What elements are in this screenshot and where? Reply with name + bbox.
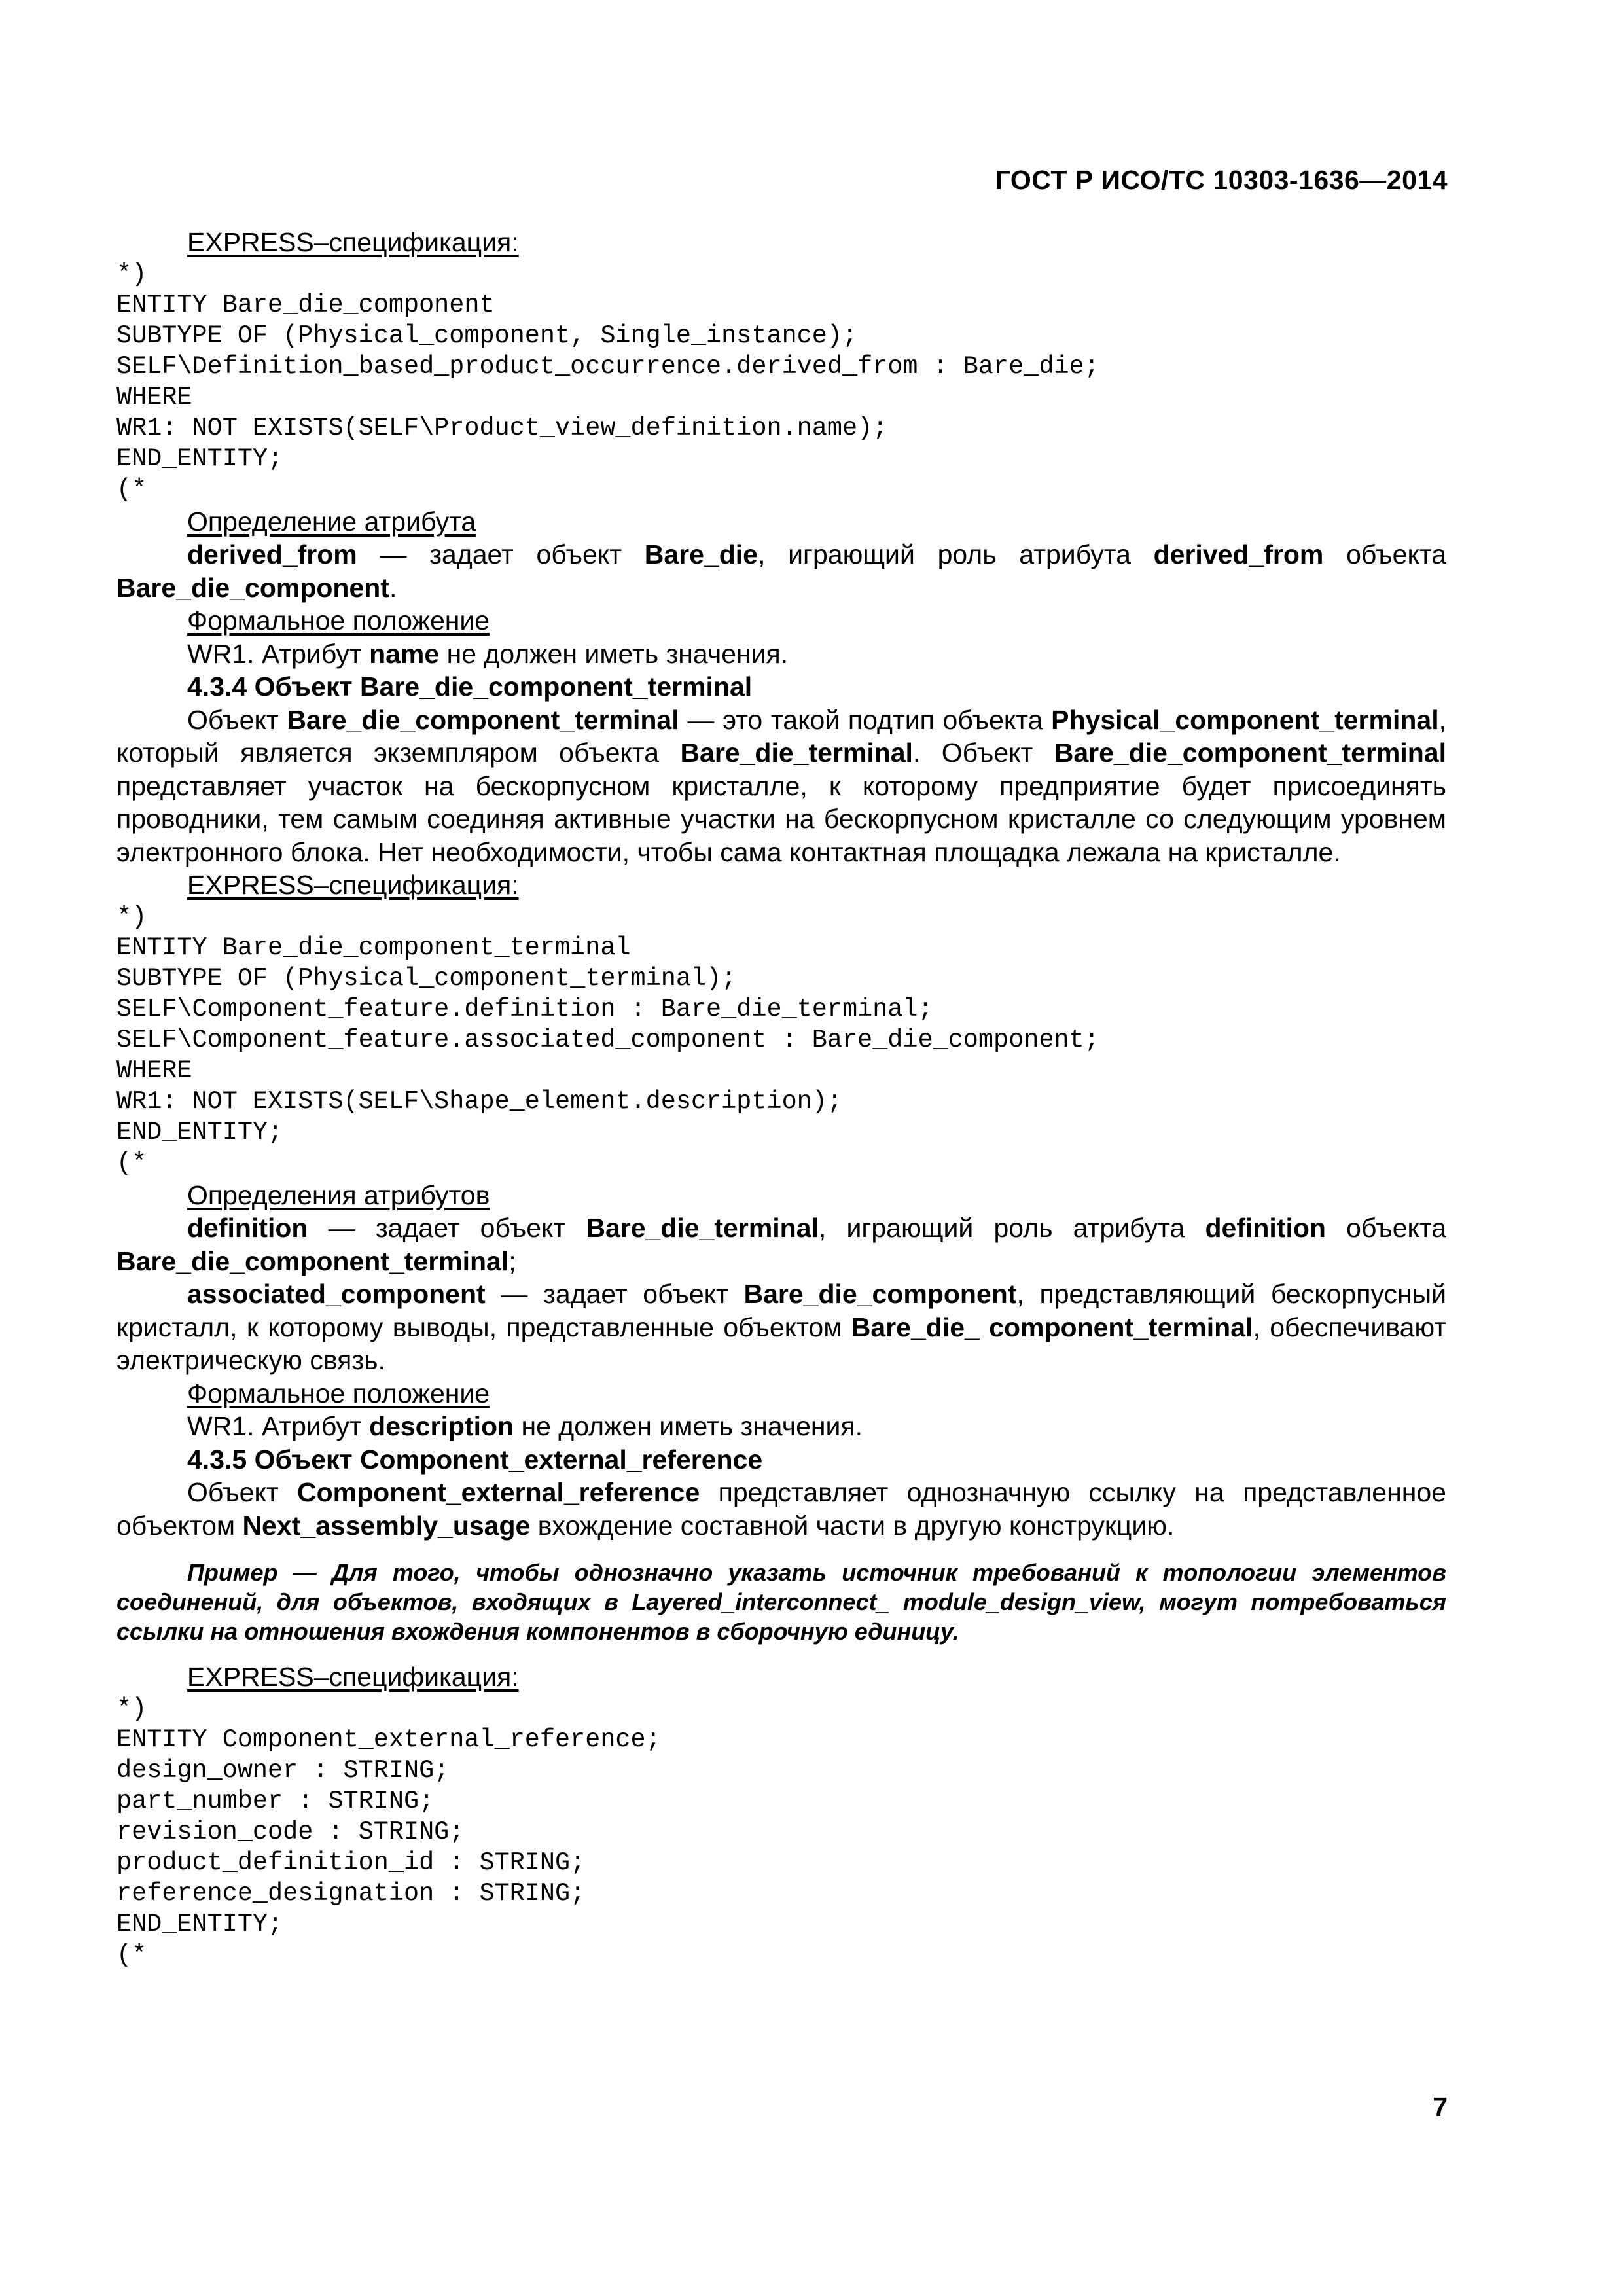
express-spec-label	[116, 1660, 1446, 1694]
text-run: не должен иметь значения.	[514, 1411, 863, 1441]
entity-ref: Next_assembly_usage	[242, 1510, 531, 1541]
code-line: revision_code : STRING;	[116, 1817, 465, 1846]
code-line: ENTITY Component_external_reference;	[116, 1725, 661, 1754]
code-line: WR1: NOT EXISTS(SELF\Shape_element.description);	[116, 1086, 842, 1116]
code-line: WR1: NOT EXISTS(SELF\Product_view_definition.name);	[116, 413, 888, 442]
entity-ref: Bare_die_terminal	[680, 738, 913, 768]
code-line: END_ENTITY;	[116, 444, 283, 473]
text-run: , обеспечивают электрическую связь.	[116, 1312, 1446, 1375]
text-run: , играющий роль атрибута	[757, 539, 1154, 569]
attr-ref: name	[369, 638, 440, 669]
page-body	[116, 226, 1446, 1971]
attr-name: associated_component	[187, 1279, 486, 1309]
attr-name: derived_from	[187, 539, 357, 569]
code-line: ENTITY Bare_die_component_terminal	[116, 933, 631, 962]
attribute-definition-paragraph	[116, 1211, 1446, 1278]
example-note: Пример — Для того, чтобы однозначно указать источник требований к топологии элементов соединений, для объектов, входящих в Layered_interconnect_ module_design_view, могут потребоваться ссылки на отношения вхождения компонентов в сборочную единицу.	[116, 1559, 1446, 1645]
express-code-block	[116, 1694, 1446, 1971]
code-line: ENTITY Bare_die_component	[116, 290, 495, 319]
entity-ref: Component_external_reference	[297, 1477, 700, 1507]
formal-proposition-label	[116, 1377, 1446, 1410]
express-spec-label	[116, 869, 1446, 902]
text-run: объекта	[1323, 539, 1446, 569]
express-code-block	[116, 902, 1446, 1179]
express-spec-label-text: EXPRESS–спецификация:	[187, 227, 519, 257]
text-run: — задает объект	[357, 539, 645, 569]
code-line: WHERE	[116, 382, 192, 412]
text-run: .	[389, 572, 397, 603]
entity-ref: Bare_die	[644, 539, 758, 569]
entity-ref: Bare_die_component	[116, 572, 389, 603]
text-run: WR1. Атрибут	[187, 638, 370, 669]
text-run: ;	[508, 1246, 516, 1276]
entity-ref: Bare_die_ component_terminal	[851, 1312, 1253, 1342]
text-run: представляет однозначную ссылку на представленное объектом	[116, 1477, 1446, 1541]
code-line: WHERE	[116, 1056, 192, 1085]
code-line: SUBTYPE OF (Physical_component, Single_instance);	[116, 321, 858, 350]
express-code-block	[116, 259, 1446, 505]
text-run: — это такой подтип объекта	[679, 704, 1052, 735]
attribute-definition-paragraph	[116, 1278, 1446, 1377]
text-run: , представляющий бескорпусный кристалл, к которому выводы, представленные объектом	[116, 1279, 1446, 1342]
entity-ref: Physical_component_terminal	[1051, 704, 1439, 735]
entity-ref: Bare_die_component_terminal	[1054, 738, 1446, 768]
attribute-definition-paragraph	[116, 538, 1446, 604]
attribute-definitions-label-text: Определения атрибутов	[187, 1179, 490, 1210]
section-heading: 4.3.5 Объект Component_external_reference	[187, 1444, 763, 1475]
code-line: part_number : STRING;	[116, 1786, 435, 1816]
code-line: *)	[116, 1694, 147, 1723]
entity-ref: Bare_die_component	[743, 1279, 1017, 1309]
code-line: SELF\Component_feature.associated_component : Bare_die_component;	[116, 1025, 1099, 1054]
attribute-definition-label-text: Определение атрибута	[187, 506, 476, 537]
code-line: SUBTYPE OF (Physical_component_terminal);	[116, 963, 737, 993]
section-heading: 4.3.4 Объект Bare_die_component_terminal	[187, 672, 753, 702]
text-run: Объект	[187, 704, 287, 735]
code-line: product_definition_id : STRING;	[116, 1848, 586, 1877]
attr-ref: definition	[1205, 1213, 1326, 1243]
text-run: — задает объект	[485, 1279, 744, 1309]
code-line: reference_designation : STRING;	[116, 1878, 586, 1908]
code-line: (*	[116, 1148, 147, 1177]
page-number: 7	[1433, 2092, 1448, 2122]
text-run: , который является экземпляром объекта	[116, 704, 1446, 768]
code-line: SELF\Component_feature.definition : Bare_die_terminal;	[116, 994, 933, 1024]
text-run: Объект	[187, 1477, 298, 1507]
section-paragraph	[116, 704, 1446, 869]
attr-ref: description	[369, 1411, 514, 1441]
express-spec-label	[116, 226, 1446, 259]
formal-proposition-label-text: Формальное положение	[187, 1378, 490, 1408]
formal-proposition-paragraph	[116, 1410, 1446, 1443]
code-line: *)	[116, 902, 147, 931]
text-run: объекта	[1325, 1213, 1447, 1243]
formal-proposition-label-text: Формальное положение	[187, 605, 490, 636]
standard-designation: ГОСТ Р ИСО/ТС 10303-1636—2014	[995, 165, 1448, 195]
text-run: , играющий роль атрибута	[818, 1213, 1205, 1243]
attribute-definitions-label	[116, 1179, 1446, 1212]
text-run: WR1. Атрибут	[187, 1411, 370, 1441]
code-line: design_owner : STRING;	[116, 1755, 450, 1785]
text-run: . Объект	[912, 738, 1054, 768]
code-line: (*	[116, 475, 147, 504]
entity-ref: Bare_die_terminal	[586, 1213, 819, 1243]
express-spec-label-text: EXPRESS–спецификация:	[187, 1662, 519, 1692]
entity-ref: Bare_die_component_terminal	[287, 704, 679, 735]
code-line: END_ENTITY;	[116, 1117, 283, 1147]
text-run: не должен иметь значения.	[439, 638, 789, 669]
entity-ref: Bare_die_component_terminal	[116, 1246, 509, 1276]
formal-proposition-paragraph	[116, 637, 1446, 671]
section-paragraph	[116, 1476, 1446, 1542]
code-line: (*	[116, 1940, 147, 1969]
code-line: SELF\Definition_based_product_occurrence.derived_from : Bare_die;	[116, 351, 1099, 381]
text-run: вхождение составной части в другую конструкцию.	[530, 1510, 1175, 1541]
express-spec-label-text: EXPRESS–спецификация:	[187, 870, 519, 900]
text-run: представляет участок на бескорпусном кристалле, к которому предприятие будет присоединять проводники, тем самым соединяя активные участки на бескорпусном кристалле со следующим уровнем электронного блока. Нет необходимости, чтобы сама контактная площадка лежала на кристалле.	[116, 770, 1446, 867]
formal-proposition-label	[116, 604, 1446, 637]
text-run: — задает объект	[308, 1213, 586, 1243]
attribute-definition-label	[116, 505, 1446, 539]
attr-ref: derived_from	[1153, 539, 1324, 569]
attr-name: definition	[187, 1213, 308, 1243]
code-line: *)	[116, 259, 147, 289]
code-line: END_ENTITY;	[116, 1909, 283, 1939]
